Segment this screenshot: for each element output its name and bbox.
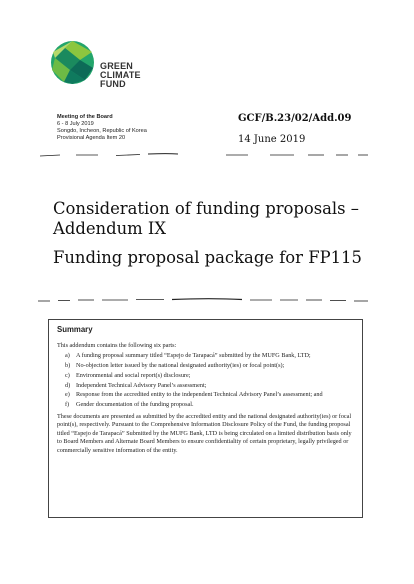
brand-line-3: FUND (100, 79, 126, 89)
divider-top (36, 151, 376, 159)
agenda-item: Provisional Agenda Item 20 (57, 135, 126, 141)
list-item (57, 362, 354, 371)
meeting-place: Songdo, Incheon, Republic of Korea (57, 128, 147, 134)
list-text: Independent Technical Advisory Panel’s assessment; (76, 381, 207, 389)
brand-line-1: GREEN (100, 61, 134, 71)
document-info (238, 113, 351, 145)
meeting-dates: 6 - 8 July 2019 (57, 121, 94, 127)
document-date: 14 June 2019 (238, 134, 306, 145)
list-item (57, 372, 354, 381)
brand-line-2: CLIMATE (100, 70, 141, 80)
summary-intro: This addendum contains the following six parts: (57, 341, 177, 349)
list-text: Gender documentation of the funding proposal. (76, 401, 194, 409)
summary-closing: These documents are presented as submitted by the accredited entity and the national designated authority(ies) or focal point(s), respectively. Pursuant to the Comprehensive Information Disclosure Policy of the Fund, the funding proposal titled “Espejo de Tarapacá” Submitted by the MUFG Bank, LTD is being circulated on a limited distribution basis only to Board Members and Alternate Board Members to ensure confidentiality of certain proprietary, legally privileged or commercially sensitive information of the entity. (57, 412, 352, 455)
list-letter: a) (65, 352, 70, 360)
summary-list (57, 352, 354, 410)
list-text: Environmental and social report(s) disclosure; (76, 371, 191, 379)
document-number: GCF/B.23/02/Add.09 (238, 113, 352, 124)
meeting-info (57, 114, 147, 142)
list-item (57, 382, 354, 391)
document-subtitle: Funding proposal package for FP115 (53, 248, 362, 267)
list-letter: c) (65, 371, 70, 379)
list-item (57, 391, 354, 400)
brand-name (100, 62, 141, 89)
list-text: Response from the accredited entity to the independent Technical Advisory Panel’s assessment; and (76, 391, 323, 399)
divider-bottom (36, 296, 376, 304)
list-item (57, 352, 354, 361)
document-title: Consideration of funding proposals – Addendum IX (53, 199, 359, 238)
list-letter: f) (65, 401, 70, 409)
gcf-logo-icon (50, 40, 95, 85)
summary-box (48, 319, 363, 518)
meeting-heading: Meeting of the Board (57, 114, 113, 120)
list-letter: d) (65, 381, 71, 389)
list-item (57, 401, 354, 410)
list-text: No-objection letter issued by the national designated authority(ies) or focal point(s); (76, 361, 285, 369)
summary-heading: Summary (57, 325, 93, 334)
list-letter: e) (65, 391, 70, 399)
list-text: A funding proposal summary titled “Espejo de Tarapacá” submitted by the MUFG Bank, LTD; (76, 352, 311, 360)
list-letter: b) (65, 361, 71, 369)
